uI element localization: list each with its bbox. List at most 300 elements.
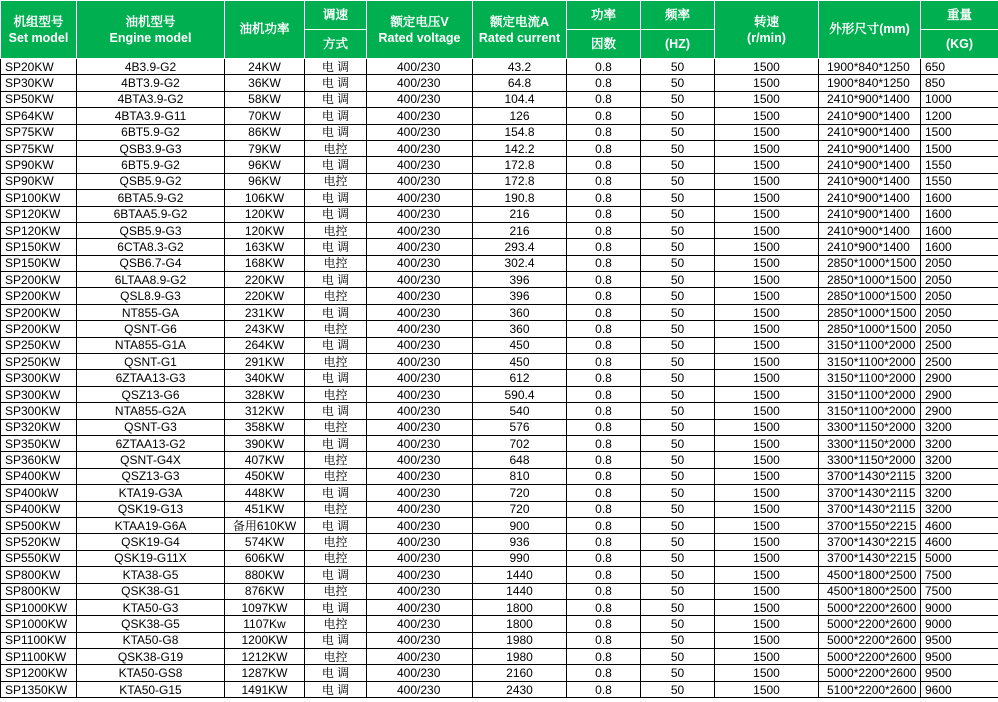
cell-dimensions: 2410*900*1400 bbox=[819, 206, 921, 222]
cell-rotation-speed: 1500 bbox=[715, 173, 819, 189]
cell-power-factor: 0.8 bbox=[567, 599, 641, 615]
cell-speed-mode: 电控 bbox=[305, 616, 367, 632]
cell-power-factor: 0.8 bbox=[567, 665, 641, 681]
cell-rated-current: 216 bbox=[473, 222, 567, 238]
cell-rotation-speed: 1500 bbox=[715, 599, 819, 615]
cell-rated-current: 540 bbox=[473, 403, 567, 419]
cell-dimensions: 2410*900*1400 bbox=[819, 108, 921, 124]
cell-speed-mode: 电 调 bbox=[305, 337, 367, 353]
cell-frequency: 50 bbox=[641, 681, 715, 697]
cell-rated-voltage: 400/230 bbox=[367, 567, 473, 583]
cell-dimensions: 3700*1550*2215 bbox=[819, 517, 921, 533]
cell-rotation-speed: 1500 bbox=[715, 665, 819, 681]
cell-dimensions: 5000*2200*2600 bbox=[819, 649, 921, 665]
cell-set-model: SP400KW bbox=[1, 501, 77, 517]
cell-engine-model: QSNT-G3 bbox=[77, 419, 225, 435]
cell-rotation-speed: 1500 bbox=[715, 567, 819, 583]
cell-set-model: SP250KW bbox=[1, 354, 77, 370]
cell-engine-model: 6LTAA8.9-G2 bbox=[77, 272, 225, 288]
cell-speed-mode: 电 调 bbox=[305, 75, 367, 91]
cell-engine-power: 312KW bbox=[225, 403, 305, 419]
table-row bbox=[1, 91, 998, 107]
header-speed-mode-bottom: 方式 bbox=[305, 30, 367, 59]
cell-engine-model: KTA50-G15 bbox=[77, 681, 225, 697]
table-row bbox=[1, 140, 998, 156]
cell-rated-current: 648 bbox=[473, 452, 567, 468]
table-body bbox=[1, 59, 998, 698]
cell-engine-model: QSNT-G6 bbox=[77, 321, 225, 337]
cell-weight: 3200 bbox=[921, 435, 998, 451]
cell-set-model: SP300KW bbox=[1, 370, 77, 386]
table-row bbox=[1, 337, 998, 353]
cell-dimensions: 2410*900*1400 bbox=[819, 157, 921, 173]
cell-rated-current: 450 bbox=[473, 337, 567, 353]
cell-engine-power: 120KW bbox=[225, 206, 305, 222]
table-row bbox=[1, 75, 998, 91]
cell-frequency: 50 bbox=[641, 75, 715, 91]
cell-engine-power: 1212KW bbox=[225, 649, 305, 665]
cell-engine-model: QSNT-G4X bbox=[77, 452, 225, 468]
cell-rated-current: 360 bbox=[473, 321, 567, 337]
cell-rated-voltage: 400/230 bbox=[367, 272, 473, 288]
cell-speed-mode: 电控 bbox=[305, 583, 367, 599]
cell-engine-power: 340KW bbox=[225, 370, 305, 386]
cell-engine-power: 1287KW bbox=[225, 665, 305, 681]
cell-power-factor: 0.8 bbox=[567, 403, 641, 419]
cell-engine-power: 79KW bbox=[225, 140, 305, 156]
cell-engine-power: 220KW bbox=[225, 288, 305, 304]
cell-engine-power: 备用610KW bbox=[225, 517, 305, 533]
cell-rotation-speed: 1500 bbox=[715, 288, 819, 304]
cell-rated-voltage: 400/230 bbox=[367, 435, 473, 451]
cell-speed-mode: 电 调 bbox=[305, 567, 367, 583]
cell-frequency: 50 bbox=[641, 583, 715, 599]
cell-rotation-speed: 1500 bbox=[715, 452, 819, 468]
cell-weight: 1600 bbox=[921, 190, 998, 206]
cell-weight: 2900 bbox=[921, 386, 998, 402]
cell-engine-model: QSK19-G4 bbox=[77, 534, 225, 550]
cell-frequency: 50 bbox=[641, 255, 715, 271]
table-row bbox=[1, 501, 998, 517]
cell-rated-voltage: 400/230 bbox=[367, 665, 473, 681]
cell-weight: 2050 bbox=[921, 288, 998, 304]
cell-weight: 1600 bbox=[921, 206, 998, 222]
table-row bbox=[1, 616, 998, 632]
cell-rated-voltage: 400/230 bbox=[367, 288, 473, 304]
cell-dimensions: 2850*1000*1500 bbox=[819, 272, 921, 288]
cell-engine-power: 328KW bbox=[225, 386, 305, 402]
cell-rotation-speed: 1500 bbox=[715, 59, 819, 75]
cell-dimensions: 2850*1000*1500 bbox=[819, 321, 921, 337]
cell-rotation-speed: 1500 bbox=[715, 681, 819, 697]
cell-rotation-speed: 1500 bbox=[715, 206, 819, 222]
table-row bbox=[1, 190, 998, 206]
cell-speed-mode: 电 调 bbox=[305, 665, 367, 681]
cell-power-factor: 0.8 bbox=[567, 124, 641, 140]
cell-dimensions: 4500*1800*2500 bbox=[819, 583, 921, 599]
cell-weight: 3200 bbox=[921, 419, 998, 435]
cell-dimensions: 2850*1000*1500 bbox=[819, 304, 921, 320]
cell-set-model: SP500KW bbox=[1, 517, 77, 533]
cell-power-factor: 0.8 bbox=[567, 222, 641, 238]
cell-engine-model: KTA50-G8 bbox=[77, 632, 225, 648]
header-weight-top: 重量 bbox=[921, 1, 998, 30]
cell-rotation-speed: 1500 bbox=[715, 75, 819, 91]
cell-rated-current: 576 bbox=[473, 419, 567, 435]
cell-power-factor: 0.8 bbox=[567, 75, 641, 91]
cell-rated-current: 360 bbox=[473, 304, 567, 320]
cell-weight: 7500 bbox=[921, 583, 998, 599]
cell-engine-power: 390KW bbox=[225, 435, 305, 451]
cell-set-model: SP520KW bbox=[1, 534, 77, 550]
cell-engine-model: QSNT-G1 bbox=[77, 354, 225, 370]
cell-speed-mode: 电控 bbox=[305, 386, 367, 402]
cell-dimensions: 2410*900*1400 bbox=[819, 91, 921, 107]
header-rotation-speed-bottom: (r/min) bbox=[747, 30, 786, 45]
cell-weight: 9500 bbox=[921, 649, 998, 665]
cell-rated-voltage: 400/230 bbox=[367, 403, 473, 419]
cell-engine-model: 4BTA3.9-G2 bbox=[77, 91, 225, 107]
cell-rated-current: 216 bbox=[473, 206, 567, 222]
header-speed-mode-top: 调速 bbox=[305, 1, 367, 30]
header-engine-model-en: Engine model bbox=[109, 30, 192, 45]
cell-weight: 3200 bbox=[921, 452, 998, 468]
cell-frequency: 50 bbox=[641, 288, 715, 304]
cell-engine-power: 70KW bbox=[225, 108, 305, 124]
table-row bbox=[1, 567, 998, 583]
cell-power-factor: 0.8 bbox=[567, 435, 641, 451]
cell-frequency: 50 bbox=[641, 206, 715, 222]
cell-speed-mode: 电控 bbox=[305, 452, 367, 468]
cell-engine-model: NTA855-G2A bbox=[77, 403, 225, 419]
cell-rated-voltage: 400/230 bbox=[367, 222, 473, 238]
cell-rated-current: 396 bbox=[473, 272, 567, 288]
cell-set-model: SP200KW bbox=[1, 321, 77, 337]
table-row bbox=[1, 59, 998, 75]
cell-engine-power: 24KW bbox=[225, 59, 305, 75]
cell-engine-model: 4BT3.9-G2 bbox=[77, 75, 225, 91]
cell-set-model: SP800KW bbox=[1, 567, 77, 583]
cell-dimensions: 5000*2200*2600 bbox=[819, 632, 921, 648]
cell-power-factor: 0.8 bbox=[567, 485, 641, 501]
cell-speed-mode: 电控 bbox=[305, 354, 367, 370]
cell-engine-power: 407KW bbox=[225, 452, 305, 468]
cell-speed-mode: 电 调 bbox=[305, 157, 367, 173]
cell-dimensions: 3300*1150*2000 bbox=[819, 419, 921, 435]
cell-weight: 2500 bbox=[921, 354, 998, 370]
header-engine-model bbox=[77, 1, 225, 59]
header-engine-power bbox=[225, 1, 305, 59]
cell-weight: 5000 bbox=[921, 550, 998, 566]
cell-frequency: 50 bbox=[641, 157, 715, 173]
cell-rated-voltage: 400/230 bbox=[367, 501, 473, 517]
table-row bbox=[1, 255, 998, 271]
header-rated-voltage-en: Rated voltage bbox=[378, 30, 461, 45]
cell-rotation-speed: 1500 bbox=[715, 108, 819, 124]
cell-set-model: SP100KW bbox=[1, 190, 77, 206]
cell-speed-mode: 电控 bbox=[305, 173, 367, 189]
cell-rated-current: 142.2 bbox=[473, 140, 567, 156]
cell-set-model: SP120KW bbox=[1, 222, 77, 238]
cell-weight: 2050 bbox=[921, 255, 998, 271]
cell-frequency: 50 bbox=[641, 403, 715, 419]
cell-speed-mode: 电控 bbox=[305, 140, 367, 156]
cell-rated-voltage: 400/230 bbox=[367, 173, 473, 189]
cell-rotation-speed: 1500 bbox=[715, 485, 819, 501]
table-row bbox=[1, 632, 998, 648]
cell-set-model: SP90KW bbox=[1, 173, 77, 189]
cell-rated-voltage: 400/230 bbox=[367, 370, 473, 386]
cell-engine-power: 448KW bbox=[225, 485, 305, 501]
cell-dimensions: 3300*1150*2000 bbox=[819, 452, 921, 468]
cell-dimensions: 3700*1430*2115 bbox=[819, 485, 921, 501]
cell-rated-voltage: 400/230 bbox=[367, 337, 473, 353]
header-rated-current-en: Rated current bbox=[478, 30, 561, 45]
cell-power-factor: 0.8 bbox=[567, 583, 641, 599]
cell-set-model: SP200KW bbox=[1, 288, 77, 304]
cell-weight: 2500 bbox=[921, 337, 998, 353]
cell-rotation-speed: 1500 bbox=[715, 239, 819, 255]
cell-speed-mode: 电 调 bbox=[305, 632, 367, 648]
cell-speed-mode: 电控 bbox=[305, 649, 367, 665]
cell-rated-current: 450 bbox=[473, 354, 567, 370]
table-row bbox=[1, 173, 998, 189]
cell-dimensions: 2410*900*1400 bbox=[819, 239, 921, 255]
cell-power-factor: 0.8 bbox=[567, 468, 641, 484]
cell-engine-model: 4B3.9-G2 bbox=[77, 59, 225, 75]
table-row bbox=[1, 583, 998, 599]
cell-engine-model: QSB3.9-G3 bbox=[77, 140, 225, 156]
cell-engine-model: 6ZTAA13-G2 bbox=[77, 435, 225, 451]
header-power-factor-bottom: 因数 bbox=[567, 30, 641, 59]
cell-frequency: 50 bbox=[641, 632, 715, 648]
cell-rated-voltage: 400/230 bbox=[367, 59, 473, 75]
cell-rated-voltage: 400/230 bbox=[367, 583, 473, 599]
cell-rated-voltage: 400/230 bbox=[367, 517, 473, 533]
cell-rated-current: 702 bbox=[473, 435, 567, 451]
cell-rated-voltage: 400/230 bbox=[367, 304, 473, 320]
cell-set-model: SP150KW bbox=[1, 239, 77, 255]
cell-weight: 1200 bbox=[921, 108, 998, 124]
table-row bbox=[1, 517, 998, 533]
cell-speed-mode: 电 调 bbox=[305, 108, 367, 124]
cell-rated-voltage: 400/230 bbox=[367, 468, 473, 484]
cell-set-model: SP400kW bbox=[1, 485, 77, 501]
cell-engine-power: 120KW bbox=[225, 222, 305, 238]
cell-dimensions: 3150*1100*2000 bbox=[819, 354, 921, 370]
cell-engine-model: QSL8.9-G3 bbox=[77, 288, 225, 304]
header-rated-current-cn: 额定电流A bbox=[489, 14, 550, 29]
cell-speed-mode: 电控 bbox=[305, 468, 367, 484]
cell-weight: 4600 bbox=[921, 517, 998, 533]
cell-engine-power: 451KW bbox=[225, 501, 305, 517]
table-row bbox=[1, 534, 998, 550]
cell-weight: 650 bbox=[921, 59, 998, 75]
cell-speed-mode: 电控 bbox=[305, 534, 367, 550]
cell-engine-power: 358KW bbox=[225, 419, 305, 435]
cell-rotation-speed: 1500 bbox=[715, 190, 819, 206]
cell-rotation-speed: 1500 bbox=[715, 337, 819, 353]
cell-rotation-speed: 1500 bbox=[715, 583, 819, 599]
cell-weight: 3200 bbox=[921, 501, 998, 517]
cell-weight: 9600 bbox=[921, 681, 998, 697]
cell-engine-model: 6BTA5.9-G2 bbox=[77, 190, 225, 206]
cell-rated-current: 43.2 bbox=[473, 59, 567, 75]
cell-rated-voltage: 400/230 bbox=[367, 632, 473, 648]
cell-weight: 7500 bbox=[921, 567, 998, 583]
header-frequency-bottom: (HZ) bbox=[641, 30, 715, 59]
table-row bbox=[1, 222, 998, 238]
cell-set-model: SP20KW bbox=[1, 59, 77, 75]
table-row bbox=[1, 681, 998, 697]
cell-dimensions: 5100*2200*2600 bbox=[819, 681, 921, 697]
cell-engine-power: 450KW bbox=[225, 468, 305, 484]
cell-frequency: 50 bbox=[641, 452, 715, 468]
cell-rotation-speed: 1500 bbox=[715, 272, 819, 288]
cell-frequency: 50 bbox=[641, 140, 715, 156]
cell-speed-mode: 电 调 bbox=[305, 91, 367, 107]
cell-engine-model: QSB5.9-G2 bbox=[77, 173, 225, 189]
table-row bbox=[1, 288, 998, 304]
cell-engine-model: 6BT5.9-G2 bbox=[77, 124, 225, 140]
table-row bbox=[1, 239, 998, 255]
cell-rotation-speed: 1500 bbox=[715, 632, 819, 648]
cell-rated-current: 172.8 bbox=[473, 173, 567, 189]
cell-rated-voltage: 400/230 bbox=[367, 550, 473, 566]
cell-rated-current: 293.4 bbox=[473, 239, 567, 255]
cell-weight: 1550 bbox=[921, 173, 998, 189]
cell-rated-current: 720 bbox=[473, 501, 567, 517]
cell-weight: 3200 bbox=[921, 485, 998, 501]
cell-frequency: 50 bbox=[641, 190, 715, 206]
cell-set-model: SP64KW bbox=[1, 108, 77, 124]
cell-weight: 2050 bbox=[921, 321, 998, 337]
cell-set-model: SP1100KW bbox=[1, 632, 77, 648]
table-row bbox=[1, 206, 998, 222]
cell-set-model: SP300KW bbox=[1, 403, 77, 419]
cell-set-model: SP200KW bbox=[1, 304, 77, 320]
cell-power-factor: 0.8 bbox=[567, 517, 641, 533]
header-rotation-speed bbox=[715, 1, 819, 59]
cell-weight: 3200 bbox=[921, 468, 998, 484]
cell-rated-current: 1980 bbox=[473, 649, 567, 665]
cell-engine-power: 574KW bbox=[225, 534, 305, 550]
cell-rated-voltage: 400/230 bbox=[367, 321, 473, 337]
cell-rotation-speed: 1500 bbox=[715, 321, 819, 337]
header-frequency-top: 频率 bbox=[641, 1, 715, 30]
cell-power-factor: 0.8 bbox=[567, 157, 641, 173]
table-row bbox=[1, 452, 998, 468]
cell-weight: 2900 bbox=[921, 370, 998, 386]
cell-power-factor: 0.8 bbox=[567, 206, 641, 222]
cell-engine-model: KTAA19-G6A bbox=[77, 517, 225, 533]
cell-dimensions: 2410*900*1400 bbox=[819, 124, 921, 140]
cell-engine-model: NT855-GA bbox=[77, 304, 225, 320]
cell-rotation-speed: 1500 bbox=[715, 468, 819, 484]
cell-rotation-speed: 1500 bbox=[715, 91, 819, 107]
table-row bbox=[1, 354, 998, 370]
cell-frequency: 50 bbox=[641, 370, 715, 386]
cell-rotation-speed: 1500 bbox=[715, 501, 819, 517]
cell-rotation-speed: 1500 bbox=[715, 419, 819, 435]
cell-speed-mode: 电控 bbox=[305, 255, 367, 271]
cell-set-model: SP120KW bbox=[1, 206, 77, 222]
cell-power-factor: 0.8 bbox=[567, 140, 641, 156]
cell-weight: 850 bbox=[921, 75, 998, 91]
cell-speed-mode: 电 调 bbox=[305, 370, 367, 386]
cell-speed-mode: 电控 bbox=[305, 550, 367, 566]
cell-engine-power: 220KW bbox=[225, 272, 305, 288]
cell-rotation-speed: 1500 bbox=[715, 435, 819, 451]
cell-engine-power: 606KW bbox=[225, 550, 305, 566]
table-row bbox=[1, 419, 998, 435]
cell-frequency: 50 bbox=[641, 337, 715, 353]
cell-rated-voltage: 400/230 bbox=[367, 485, 473, 501]
cell-set-model: SP200KW bbox=[1, 272, 77, 288]
cell-weight: 1500 bbox=[921, 124, 998, 140]
header-set-model bbox=[1, 1, 77, 59]
cell-engine-power: 1491KW bbox=[225, 681, 305, 697]
cell-engine-power: 163KW bbox=[225, 239, 305, 255]
cell-power-factor: 0.8 bbox=[567, 255, 641, 271]
cell-dimensions: 3150*1100*2000 bbox=[819, 370, 921, 386]
header-set-model-cn: 机组型号 bbox=[13, 14, 64, 29]
cell-weight: 9500 bbox=[921, 632, 998, 648]
cell-speed-mode: 电 调 bbox=[305, 272, 367, 288]
cell-rated-voltage: 400/230 bbox=[367, 452, 473, 468]
cell-frequency: 50 bbox=[641, 501, 715, 517]
cell-frequency: 50 bbox=[641, 304, 715, 320]
cell-engine-model: KTA19-G3A bbox=[77, 485, 225, 501]
cell-set-model: SP50KW bbox=[1, 91, 77, 107]
table-row bbox=[1, 599, 998, 615]
cell-rated-current: 936 bbox=[473, 534, 567, 550]
cell-frequency: 50 bbox=[641, 485, 715, 501]
cell-dimensions: 3150*1100*2000 bbox=[819, 386, 921, 402]
cell-speed-mode: 电 调 bbox=[305, 124, 367, 140]
cell-engine-power: 264KW bbox=[225, 337, 305, 353]
cell-engine-power: 880KW bbox=[225, 567, 305, 583]
cell-engine-power: 243KW bbox=[225, 321, 305, 337]
table-row bbox=[1, 124, 998, 140]
cell-speed-mode: 电 调 bbox=[305, 239, 367, 255]
cell-power-factor: 0.8 bbox=[567, 337, 641, 353]
cell-dimensions: 1900*840*1250 bbox=[819, 59, 921, 75]
cell-rated-voltage: 400/230 bbox=[367, 534, 473, 550]
cell-frequency: 50 bbox=[641, 173, 715, 189]
cell-engine-power: 168KW bbox=[225, 255, 305, 271]
cell-engine-model: KTA50-GS8 bbox=[77, 665, 225, 681]
cell-rotation-speed: 1500 bbox=[715, 550, 819, 566]
cell-rated-voltage: 400/230 bbox=[367, 206, 473, 222]
cell-frequency: 50 bbox=[641, 124, 715, 140]
cell-rotation-speed: 1500 bbox=[715, 649, 819, 665]
cell-set-model: SP550KW bbox=[1, 550, 77, 566]
cell-power-factor: 0.8 bbox=[567, 419, 641, 435]
cell-dimensions: 2850*1000*1500 bbox=[819, 255, 921, 271]
cell-rated-current: 720 bbox=[473, 485, 567, 501]
cell-engine-power: 58KW bbox=[225, 91, 305, 107]
cell-engine-power: 876KW bbox=[225, 583, 305, 599]
cell-rated-voltage: 400/230 bbox=[367, 190, 473, 206]
cell-frequency: 50 bbox=[641, 108, 715, 124]
header-rotation-speed-top: 转速 bbox=[753, 14, 779, 29]
cell-set-model: SP320KW bbox=[1, 419, 77, 435]
cell-power-factor: 0.8 bbox=[567, 534, 641, 550]
cell-weight: 1600 bbox=[921, 239, 998, 255]
header-rated-voltage bbox=[367, 1, 473, 59]
cell-set-model: SP400KW bbox=[1, 468, 77, 484]
